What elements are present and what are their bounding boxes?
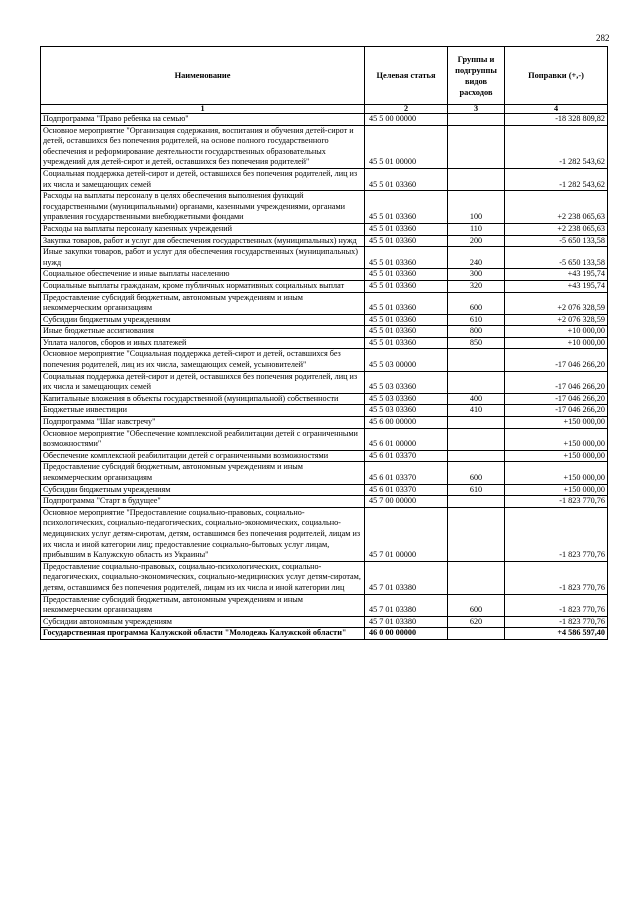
row-name: Расходы на выплаты персоналу в целях обеспечения выполнения функций государственными (муниципальными) органами, казенными учреждениями, органами управления государственными внебюджетными фондами — [41, 191, 365, 224]
row-target-code: 45 5 00 00000 — [365, 114, 448, 126]
table-row — [41, 247, 608, 269]
row-name: Социальная поддержка детей-сирот и детей, оставшихся без попечения родителей, лиц из их числа и замещающих семей — [41, 371, 365, 393]
row-expense-group: 240 — [448, 247, 505, 269]
table-row — [41, 594, 608, 616]
page-number: 282 — [596, 33, 610, 43]
row-expense-group: 800 — [448, 326, 505, 338]
table-row — [41, 484, 608, 496]
row-amount: -17 046 266,20 — [505, 405, 608, 417]
row-amount: +150 000,00 — [505, 450, 608, 462]
row-expense-group: 400 — [448, 393, 505, 405]
row-expense-group — [448, 371, 505, 393]
row-expense-group — [448, 496, 505, 508]
table-row — [41, 496, 608, 508]
row-target-code: 45 5 01 03360 — [365, 326, 448, 338]
row-expense-group — [448, 507, 505, 561]
row-expense-group — [448, 114, 505, 126]
table-row — [41, 393, 608, 405]
table-row — [41, 114, 608, 126]
table-row — [41, 125, 608, 168]
row-expense-group — [448, 628, 505, 640]
row-name: Уплата налогов, сборов и иных платежей — [41, 337, 365, 349]
row-amount: -5 650 133,58 — [505, 235, 608, 247]
table-row — [41, 337, 608, 349]
row-expense-group — [448, 125, 505, 168]
row-expense-group — [448, 417, 505, 429]
row-target-code: 45 6 01 03370 — [365, 450, 448, 462]
table-row — [41, 235, 608, 247]
row-target-code: 45 5 03 03360 — [365, 405, 448, 417]
row-amount: -1 282 543,62 — [505, 125, 608, 168]
row-name: Обеспечение комплексной реабилитации детей с ограниченными возможностями — [41, 450, 365, 462]
row-expense-group: 600 — [448, 462, 505, 484]
row-name: Социальная поддержка детей-сирот и детей, оставшихся без попечения родителей, лиц из их числа и замещающих семей — [41, 168, 365, 190]
budget-amendments-table — [40, 46, 608, 640]
row-expense-group: 110 — [448, 223, 505, 235]
header-row — [41, 47, 608, 105]
row-target-code: 45 6 01 03370 — [365, 484, 448, 496]
table-row — [41, 349, 608, 371]
column-number-row — [41, 105, 608, 114]
row-expense-group — [448, 428, 505, 450]
row-amount: +150 000,00 — [505, 417, 608, 429]
row-expense-group: 320 — [448, 280, 505, 292]
row-expense-group: 620 — [448, 616, 505, 628]
row-target-code: 45 5 01 03360 — [365, 247, 448, 269]
header-group: Группы и подгруппы видов расходов — [448, 47, 505, 105]
table-row — [41, 371, 608, 393]
row-target-code: 45 5 03 03360 — [365, 371, 448, 393]
row-amount: -1 823 770,76 — [505, 507, 608, 561]
header-code: Целевая статья — [365, 47, 448, 105]
row-name: Социальное обеспечение и иные выплаты населению — [41, 269, 365, 281]
table-row — [41, 628, 608, 640]
row-target-code: 45 5 01 03360 — [365, 191, 448, 224]
row-target-code: 46 0 00 00000 — [365, 628, 448, 640]
row-name: Иные закупки товаров, работ и услуг для обеспечения государственных (муниципальных) нужд — [41, 247, 365, 269]
row-name: Подпрограмма "Право ребенка на семью" — [41, 114, 365, 126]
row-amount: -17 046 266,20 — [505, 349, 608, 371]
row-name: Подпрограмма "Старт в будущее" — [41, 496, 365, 508]
row-name: Основное мероприятие "Организация содержания, воспитания и обучения детей-сирот и детей, оставшихся без попечения родителей, на основе полного государственного обеспечения и реформирование деятельности государственных образовательных учреждений для детей-сирот и детей, оставшихся без попечения родителей" — [41, 125, 365, 168]
row-name: Закупка товаров, работ и услуг для обеспечения государственных (муниципальных) нужд — [41, 235, 365, 247]
row-expense-group: 300 — [448, 269, 505, 281]
table-row — [41, 405, 608, 417]
row-target-code: 45 5 01 03360 — [365, 292, 448, 314]
table-row — [41, 292, 608, 314]
table-row — [41, 314, 608, 326]
table-row — [41, 462, 608, 484]
row-target-code: 45 6 00 00000 — [365, 417, 448, 429]
row-amount: -17 046 266,20 — [505, 371, 608, 393]
row-target-code: 45 7 01 00000 — [365, 507, 448, 561]
row-target-code: 45 6 01 03370 — [365, 462, 448, 484]
row-expense-group — [448, 349, 505, 371]
column-number: 4 — [505, 105, 608, 114]
row-amount: +2 076 328,59 — [505, 314, 608, 326]
table-row — [41, 561, 608, 594]
table-row — [41, 428, 608, 450]
row-target-code: 45 7 01 03380 — [365, 616, 448, 628]
row-name: Социальные выплаты гражданам, кроме публичных нормативных социальных выплат — [41, 280, 365, 292]
row-target-code: 45 5 01 03360 — [365, 337, 448, 349]
row-name: Бюджетные инвестиции — [41, 405, 365, 417]
row-name: Субсидии бюджетным учреждениям — [41, 484, 365, 496]
row-expense-group — [448, 561, 505, 594]
row-amount: -1 823 770,76 — [505, 594, 608, 616]
header-amount: Поправки (+,-) — [505, 47, 608, 105]
row-amount: +43 195,74 — [505, 280, 608, 292]
row-name: Подпрограмма "Шаг навстречу" — [41, 417, 365, 429]
row-amount: -1 823 770,76 — [505, 496, 608, 508]
row-name: Субсидии бюджетным учреждениям — [41, 314, 365, 326]
table-row — [41, 269, 608, 281]
row-target-code: 45 5 01 03360 — [365, 223, 448, 235]
row-name: Основное мероприятие "Предоставление социально-правовых, социально-психологических, социально-педагогических, социально-экономических, социально-медицинских услуг детям-сиротам, детям, оставшимся без попечения родителей, лицам из их числа и иной категории лиц; предоставление социально-бытовых услуг лицам, прибывшим в Калужскую область из Украины" — [41, 507, 365, 561]
row-amount: +10 000,00 — [505, 337, 608, 349]
row-target-code: 45 7 00 00000 — [365, 496, 448, 508]
row-name: Расходы на выплаты персоналу казенных учреждений — [41, 223, 365, 235]
row-name: Предоставление социально-правовых, социально-психологических, социально-педагогических, социально-экономических, социально-медицинских услуг детям-сиротам, детям, оставшимся без попечения родителей, лицам из их числа и иной категории лиц — [41, 561, 365, 594]
column-number: 3 — [448, 105, 505, 114]
header-name: Наименование — [41, 47, 365, 105]
row-name: Капитальные вложения в объекты государственной (муниципальной) собственности — [41, 393, 365, 405]
row-name: Иные бюджетные ассигнования — [41, 326, 365, 338]
row-amount: +150 000,00 — [505, 462, 608, 484]
row-target-code: 45 5 01 03360 — [365, 269, 448, 281]
table-row — [41, 326, 608, 338]
table-row — [41, 417, 608, 429]
row-amount: +150 000,00 — [505, 484, 608, 496]
row-name: Государственная программа Калужской области "Молодежь Калужской области" — [41, 628, 365, 640]
table-row — [41, 280, 608, 292]
row-expense-group: 610 — [448, 314, 505, 326]
row-expense-group: 610 — [448, 484, 505, 496]
row-amount: -1 823 770,76 — [505, 561, 608, 594]
row-expense-group: 600 — [448, 594, 505, 616]
row-expense-group: 600 — [448, 292, 505, 314]
row-amount: +2 076 328,59 — [505, 292, 608, 314]
row-target-code: 45 6 01 00000 — [365, 428, 448, 450]
row-name: Основное мероприятие "Обеспечение комплексной реабилитации детей с ограниченными возможностями" — [41, 428, 365, 450]
row-amount: -5 650 133,58 — [505, 247, 608, 269]
row-name: Основное мероприятие "Социальная поддержка детей-сирот и детей, оставшихся без попечения родителей, лиц из их числа, замещающих семей, усыновителей" — [41, 349, 365, 371]
row-amount: -1 823 770,76 — [505, 616, 608, 628]
row-target-code: 45 7 01 03380 — [365, 561, 448, 594]
row-expense-group: 100 — [448, 191, 505, 224]
table-row — [41, 450, 608, 462]
row-target-code: 45 5 03 00000 — [365, 349, 448, 371]
table-row — [41, 168, 608, 190]
row-target-code: 45 5 03 03360 — [365, 393, 448, 405]
row-name: Предоставление субсидий бюджетным, автономным учреждениям и иным некоммерческим организациям — [41, 462, 365, 484]
row-amount: -17 046 266,20 — [505, 393, 608, 405]
row-expense-group — [448, 168, 505, 190]
row-name: Предоставление субсидий бюджетным, автономным учреждениям и иным некоммерческим организациям — [41, 594, 365, 616]
row-amount: -18 328 809,82 — [505, 114, 608, 126]
row-target-code: 45 5 01 03360 — [365, 235, 448, 247]
row-name: Субсидии автономным учреждениям — [41, 616, 365, 628]
row-expense-group — [448, 450, 505, 462]
column-number: 1 — [41, 105, 365, 114]
row-amount: +2 238 065,63 — [505, 223, 608, 235]
table-body — [41, 114, 608, 640]
row-target-code: 45 7 01 03380 — [365, 594, 448, 616]
row-name: Предоставление субсидий бюджетным, автономным учреждениям и иным некоммерческим организациям — [41, 292, 365, 314]
row-amount: +43 195,74 — [505, 269, 608, 281]
row-target-code: 45 5 01 03360 — [365, 314, 448, 326]
table-row — [41, 616, 608, 628]
row-target-code: 45 5 01 00000 — [365, 125, 448, 168]
row-amount: +150 000,00 — [505, 428, 608, 450]
row-amount: +2 238 065,63 — [505, 191, 608, 224]
row-expense-group: 200 — [448, 235, 505, 247]
row-expense-group: 850 — [448, 337, 505, 349]
table-row — [41, 191, 608, 224]
row-target-code: 45 5 01 03360 — [365, 280, 448, 292]
row-expense-group: 410 — [448, 405, 505, 417]
row-amount: +10 000,00 — [505, 326, 608, 338]
row-amount: -1 282 543,62 — [505, 168, 608, 190]
table-row — [41, 507, 608, 561]
table-row — [41, 223, 608, 235]
row-target-code: 45 5 01 03360 — [365, 168, 448, 190]
column-number: 2 — [365, 105, 448, 114]
row-amount: +4 586 597,40 — [505, 628, 608, 640]
